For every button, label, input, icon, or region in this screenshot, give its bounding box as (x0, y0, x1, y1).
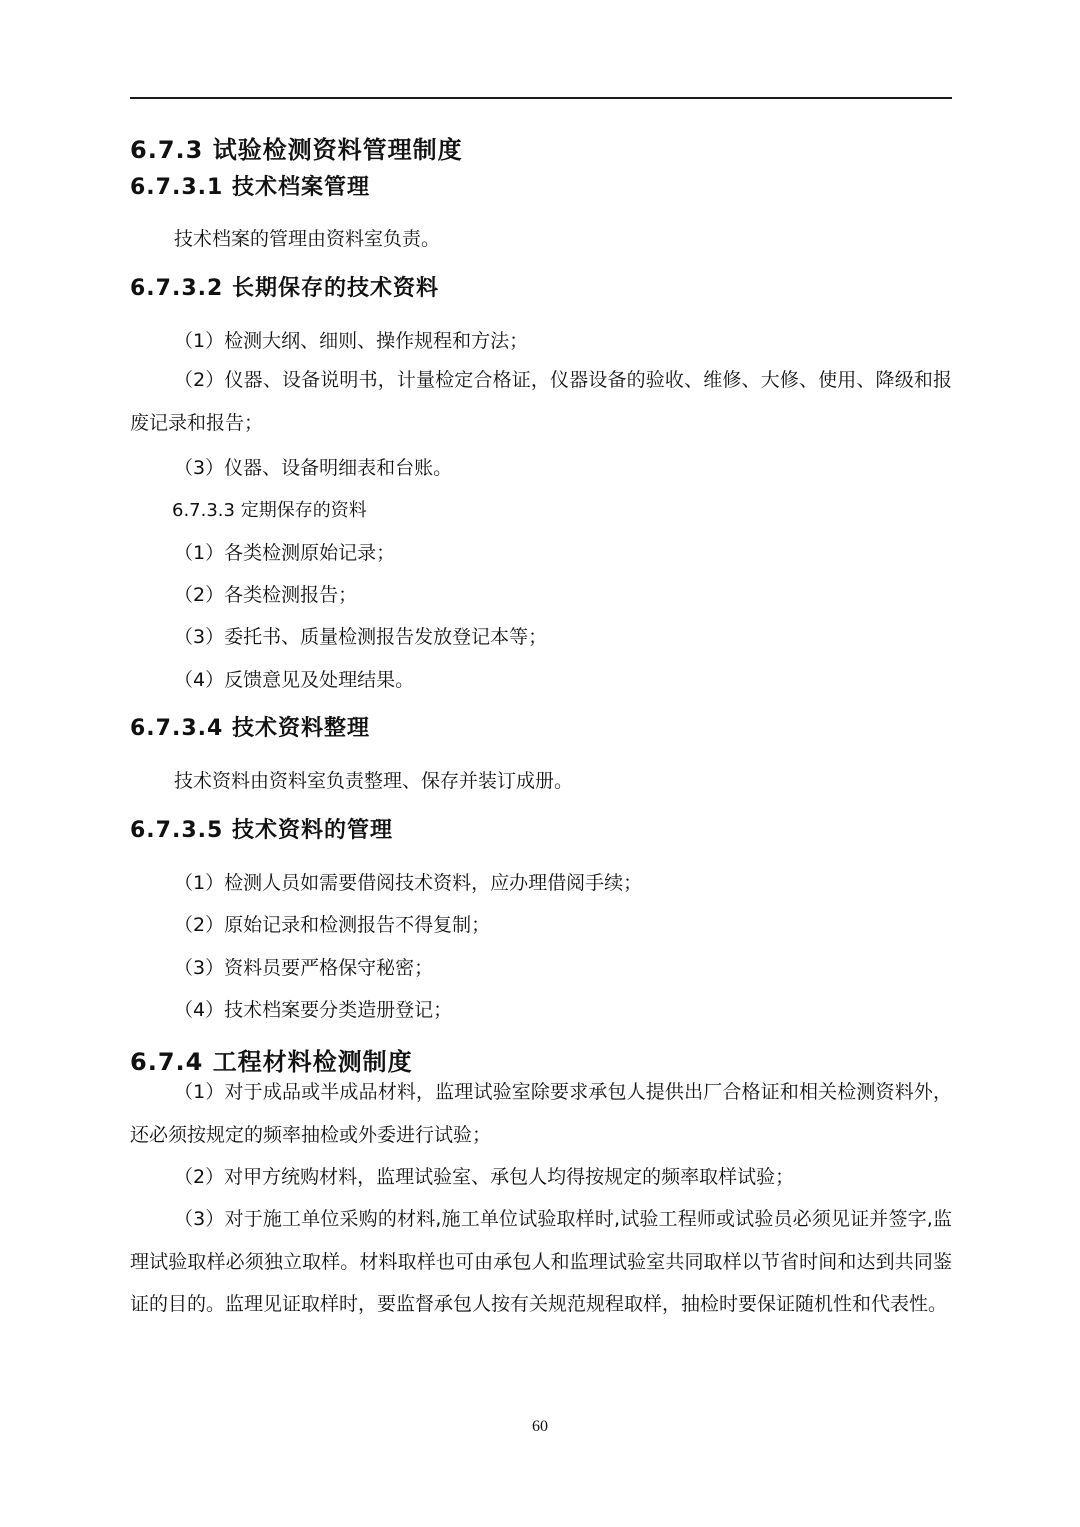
list-item: （4）技术档案要分类造册登记； (174, 999, 453, 1021)
heading-6-7-3-5: 6.7.3.5 技术资料的管理 (130, 818, 393, 843)
list-item: （1）各类检测原始记录； (174, 542, 396, 564)
list-item: （2）各类检测报告； (174, 584, 358, 606)
heading-6-7-3-4: 6.7.3.4 技术资料整理 (130, 716, 370, 741)
heading-6-7-4: 6.7.4 工程材料检测制度 (130, 1048, 413, 1076)
list-item: （3）资料员要严格保守秘密； (174, 957, 434, 979)
paragraph-6-7-3-4: 技术资料由资料室负责整理、保存并装订成册。 (174, 770, 574, 792)
heading-6-7-3-3: 6.7.3.3 定期保存的资料 (172, 500, 367, 521)
list-item: （2）原始记录和检测报告不得复制； (174, 914, 491, 936)
heading-6-7-3-1: 6.7.3.1 技术档案管理 (130, 175, 370, 200)
header-rule (130, 97, 952, 99)
page-number: 60 (532, 1418, 548, 1435)
list-item: （1）对于成品或半成品材料，监理试验室除要求承包人提供出厂合格证和相关检测资料外，还必须按规定的频率抽检或外委进行试验； (130, 1081, 952, 1146)
list-item: （3）仪器、设备明细表和台账。 (174, 457, 453, 479)
heading-6-7-3-2: 6.7.3.2 长期保存的技术资料 (130, 276, 439, 301)
list-item: （1）检测大纲、细则、操作规程和方法； (174, 330, 529, 352)
list-item: （2）仪器、设备说明书，计量检定合格证，仪器设备的验收、维修、大修、使用、降级和报废记录和报告； (130, 369, 952, 434)
heading-6-7-3: 6.7.3 试验检测资料管理制度 (130, 136, 463, 164)
list-item: （4）反馈意见及处理结果。 (174, 669, 415, 691)
list-item: （3）委托书、质量检测报告发放登记本等； (174, 626, 548, 648)
list-item: （3）对于施工单位采购的材料,施工单位试验取样时,试验工程师或试验员必须见证并签字,监理试验取样必须独立取样。材料取样也可由承包人和监理试验室共同取样以节省时间和达到共同鉴证的目的。监理见证取样时，要监督承包人按有关规范规程取样，抽检时要保证随机性和代表性。 (130, 1208, 952, 1315)
paragraph-6-7-3-1: 技术档案的管理由资料室负责。 (174, 228, 441, 250)
list-item: （1）检测人员如需要借阅技术资料，应办理借阅手续； (174, 872, 643, 894)
list-item: （2）对甲方统购材料，监理试验室、承包人均得按规定的频率取样试验； (174, 1166, 795, 1188)
